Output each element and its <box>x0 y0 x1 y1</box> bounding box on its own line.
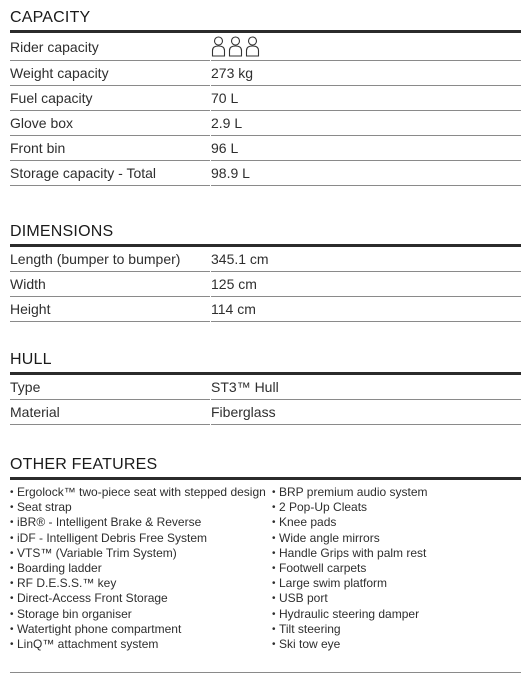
feature-item: • Direct-Access Front Storage <box>10 591 272 606</box>
spec-value: 98.9 L <box>211 161 521 186</box>
spec-label: Rider capacity <box>10 33 210 61</box>
spec-row <box>10 247 521 272</box>
spec-value: ST3™ Hull <box>211 375 521 400</box>
feature-item: • VTS™ (Variable Trim System) <box>10 546 272 561</box>
spec-label: Front bin <box>10 136 210 161</box>
spec-value: 2.9 L <box>211 111 521 136</box>
spec-label: Glove box <box>10 111 210 136</box>
feature-item: • Wide angle mirrors <box>272 531 521 546</box>
spec-row <box>10 111 521 136</box>
spec-label: Type <box>10 375 210 400</box>
feature-item: • Tilt steering <box>272 622 521 637</box>
feature-item: • Footwell carpets <box>272 561 521 576</box>
feature-item: • BRP premium audio system <box>272 485 521 500</box>
person-icon <box>228 36 243 57</box>
dimensions-section <box>10 222 521 322</box>
feature-item: • 2 Pop-Up Cleats <box>272 500 521 515</box>
spec-row <box>10 161 521 186</box>
feature-item: • iBR® - Intelligent Brake & Reverse <box>10 515 272 530</box>
feature-item: • Boarding ladder <box>10 561 272 576</box>
spec-label: Width <box>10 272 210 297</box>
spec-label: Height <box>10 297 210 322</box>
feature-item: • Ergolock™ two-piece seat with stepped design <box>10 485 272 500</box>
hull-section <box>10 350 521 425</box>
person-icon <box>211 36 226 57</box>
spec-value: 125 cm <box>211 272 521 297</box>
feature-item: • USB port <box>272 591 521 606</box>
spec-row <box>10 375 521 400</box>
spec-row <box>10 272 521 297</box>
other-features-title: OTHER FEATURES <box>10 455 521 480</box>
features-right-list <box>272 485 521 652</box>
hull-title: HULL <box>10 350 521 375</box>
spec-value: 273 kg <box>211 61 521 86</box>
feature-item: • Seat strap <box>10 500 272 515</box>
feature-item: • Hydraulic steering damper <box>272 607 521 622</box>
spec-row <box>10 297 521 322</box>
spec-row-rider-capacity <box>10 33 521 61</box>
feature-item: • Handle Grips with palm rest <box>272 546 521 561</box>
feature-item: • LinQ™ attachment system <box>10 637 272 652</box>
spec-value: 96 L <box>211 136 521 161</box>
spec-label: Weight capacity <box>10 61 210 86</box>
feature-item: • Ski tow eye <box>272 637 521 652</box>
spec-row <box>10 86 521 111</box>
rider-capacity-icons <box>211 36 260 58</box>
spec-value: 345.1 cm <box>211 247 521 272</box>
bottom-divider <box>10 672 521 673</box>
dimensions-title: DIMENSIONS <box>10 222 521 247</box>
spec-value: Fiberglass <box>211 400 521 425</box>
feature-item: • Knee pads <box>272 515 521 530</box>
feature-item: • Watertight phone compartment <box>10 622 272 637</box>
spec-row <box>10 136 521 161</box>
spec-value: 70 L <box>211 86 521 111</box>
spec-value <box>211 33 521 61</box>
capacity-section <box>10 8 521 186</box>
feature-item: • RF D.E.S.S.™ key <box>10 576 272 591</box>
features-left-list <box>10 485 272 652</box>
spec-value: 114 cm <box>211 297 521 322</box>
feature-item: • Storage bin organiser <box>10 607 272 622</box>
spec-label: Fuel capacity <box>10 86 210 111</box>
spec-label: Length (bumper to bumper) <box>10 247 210 272</box>
spec-row <box>10 61 521 86</box>
spec-row <box>10 400 521 425</box>
capacity-title: CAPACITY <box>10 8 521 33</box>
feature-item: • iDF - Intelligent Debris Free System <box>10 531 272 546</box>
other-features-section <box>10 455 521 652</box>
spec-label: Material <box>10 400 210 425</box>
person-icon <box>245 36 260 57</box>
feature-item: • Large swim platform <box>272 576 521 591</box>
spec-label: Storage capacity - Total <box>10 161 210 186</box>
